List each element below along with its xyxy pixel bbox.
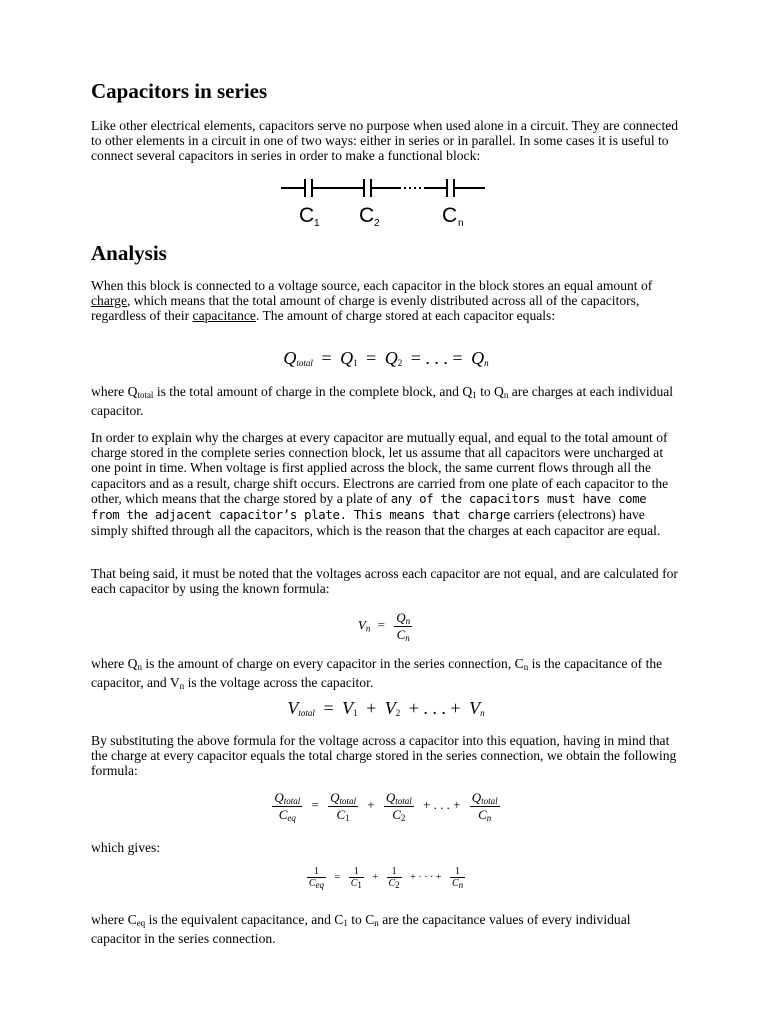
intro-paragraph: Like other electrical elements, capacitors serve no purpose when used alone in a circuit. They are connected to other elements in a circuit in one of two ways: either in series or in parallel. In some cases it is useful to connect several capacitors in series in order to make a functional block: bbox=[91, 118, 679, 164]
analysis-paragraph-8: where $C_{eq}$ is the equivalent capacitance, and $C_1$ to $C_n$ are the capacitance values of every individual capacitor in the series connection. bbox=[91, 912, 631, 947]
diagram-label-c1: C bbox=[299, 204, 315, 227]
fraction-qn-over-cn: $\frac{Q_n}{C_n}$ bbox=[396, 610, 411, 643]
equation-total-voltage: $V_{total} = V_1 + V_2$ + . . . + $V_n$ bbox=[287, 698, 485, 718]
charge-link[interactable]: charge bbox=[91, 293, 127, 309]
analysis-paragraph-4: That being said, it must be noted that the voltages across each capacitor are not equal, and are calculated for each capacitor by using the known formula: bbox=[91, 566, 678, 597]
capacitance-link[interactable]: capacitance bbox=[192, 308, 256, 324]
diagram-sub-cn: n bbox=[458, 218, 464, 229]
fraction-one-over-c1: $\frac{1}{C1}$ bbox=[350, 866, 362, 890]
fraction-one-over-cn: $\frac{1}{Cn}$ bbox=[451, 866, 464, 890]
analysis-paragraph-1: When this block is connected to a voltage source, each capacitor in the block stores an equal amount of charge, which means that the total amount of charge is evenly distributed across all of the capacitors, regardless of their capacitance. The amount of charge stored at each capacitor equals: bbox=[91, 278, 653, 324]
diagram-sub-c1: 1 bbox=[314, 218, 320, 229]
section-title-analysis: Analysis bbox=[91, 241, 167, 265]
fraction-one-over-ceq: $\frac{1}{\text{Ceq}}$ bbox=[308, 866, 325, 890]
diagram-sub-c2: 2 bbox=[374, 218, 380, 229]
series-capacitor-diagram bbox=[279, 174, 494, 230]
fraction-lhs: $\frac{Q_{total}}{C_{eq}}$ bbox=[274, 790, 301, 823]
equation-charge-equality: $Q_{total} = Q_1 = Q_2$ = . . . = $Q_n$ bbox=[283, 348, 489, 368]
fraction-term-2: $\frac{Q_{total}}{C_2}$ bbox=[385, 790, 412, 823]
diagram-label-c2: C bbox=[359, 204, 375, 227]
fraction-term-1: $\frac{Q_{total}}{C_1}$ bbox=[330, 790, 357, 823]
fraction-one-over-c2: $\frac{1}{C2}$ bbox=[388, 866, 400, 890]
equation-equivalent-capacitance: $\frac{1}{\text{Ceq}}$ = $\frac{1}{C1}$ + $\frac{1}{C2}$ + · · · + $\frac{1}{Cn}$ bbox=[308, 866, 464, 890]
analysis-paragraph-6: By substituting the above formula for the voltage across a capacitor into this equation, having in mind that the charge at every capacitor equals the total charge stored in the series connection, we obtain the following formula: bbox=[91, 733, 677, 779]
section-title-capacitors-in-series: Capacitors in series bbox=[91, 79, 268, 103]
diagram-label-cn: C bbox=[442, 204, 458, 227]
analysis-paragraph-3: In order to explain why the charges at every capacitor are mutually equal, and equal to the total amount of charge stored in the complete series connection block, let us assume that all capacitors were uncharged at one point in time. When voltage is first applied across the block, the same current flows through all the capacitors and as a result, charge shift occurs. Electrons are carried from one plate of each capacitor to the other, which means that the charge stored by a plate of any of the capacitors must have come from the adjacent capacitor’s plate. This means that charge carriers (electrons) have simply shifted through all the capacitors, which is the reason that the charges at each capacitor are equal. bbox=[91, 430, 669, 539]
equation-total-charge-sum: $\frac{Q_{total}}{C_{eq}}$ = $\frac{Q_{total}}{C_1}$ + $\frac{Q_{total}}{C_2}$ + . . . + $\frac{Q_{total}}{C_n}$ bbox=[274, 790, 498, 823]
analysis-paragraph-2: where $Q_{total}$ is the total amount of charge in the complete block, and $Q_1$ to $Q_n$ are charges at each individual capacitor. bbox=[91, 384, 674, 419]
analysis-paragraph-7: which gives: bbox=[91, 840, 161, 855]
fraction-term-n: $\frac{Q_{total}}{C_n}$ bbox=[471, 790, 498, 823]
equation-voltage-per-capacitor: $V_n$ = $\frac{Q_n}{C_n}$ bbox=[357, 610, 411, 643]
analysis-paragraph-5: where $Q_n$ is the amount of charge on every capacitor in the series connection, $C_n$ is the capacitance of the capacitor, and $V_n$ is the voltage across the capacitor. bbox=[91, 656, 663, 692]
